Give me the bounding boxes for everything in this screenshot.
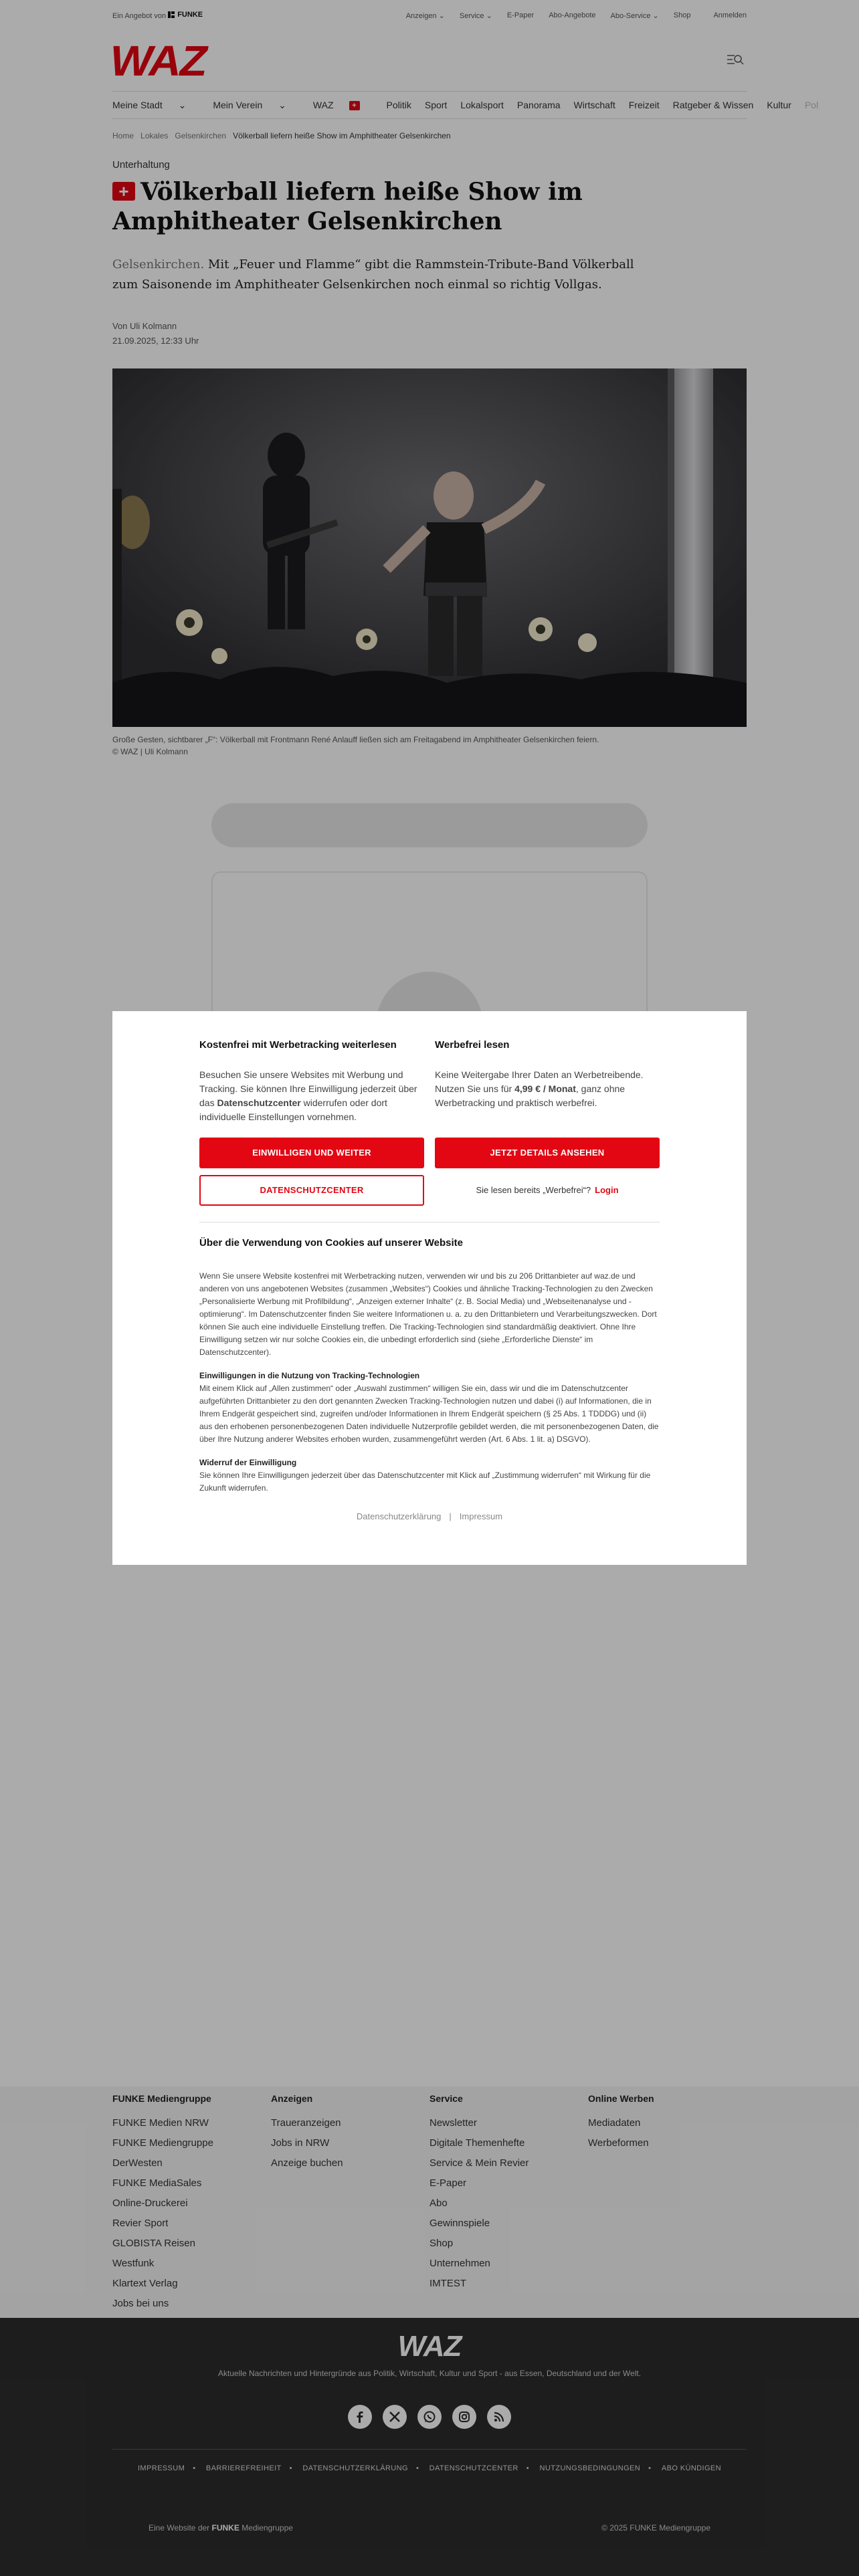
footer-link[interactable]: Online-Druckerei [112,2197,188,2209]
legal-bullet: • [415,2464,419,2472]
nav-politik[interactable]: Politik [386,100,411,110]
legal-link-datenschutzcenter[interactable]: DATENSCHUTZCENTER [429,2464,518,2472]
breadcrumb-lokales[interactable]: Lokales [140,131,169,140]
revoke-title: Widerruf der Einwilligung [199,1458,297,1467]
consent-adfree-title: Werbefrei lesen [435,1039,510,1051]
teaser-text: Mit „Feuer und Flamme“ gibt die Rammstein-Tribute-Band Völkerball zum Saisonende im Amphitheater Gelsenkirchen noch einmal so richtig Vollgas. [112,257,634,292]
footer-link[interactable]: Revier Sport [112,2218,169,2229]
breadcrumb-gelsenkirchen[interactable]: Gelsenkirchen [175,131,227,140]
top-link-abo-angebote[interactable]: Abo-Angebote [549,11,596,19]
author[interactable]: Von Uli Kolmann [112,321,177,331]
consent-footer [199,1509,660,1523]
revoke-text: Sie können Ihre Einwilligungen jederzeit über das Datenschutzcenter mit Klick auf „Zustimmung widerrufen“ mit Wirkung für die Zukunft widerrufen. [199,1471,651,1493]
footer-link[interactable]: Shop [430,2238,454,2249]
footer-col-title: FUNKE Mediengruppe [112,2093,211,2104]
nav-my-club[interactable]: Mein Verein ⌄ [213,99,286,110]
nav-freizeit[interactable]: Freizeit [628,100,660,110]
nav-wirtschaft[interactable]: Wirtschaft [573,100,615,110]
plus-badge-icon: + [349,101,360,110]
article-kicker: Unterhaltung [112,159,170,171]
footer-link[interactable]: Newsletter [430,2117,477,2129]
imprint-link[interactable]: Impressum [459,1511,503,1521]
footer-col-title: Service [430,2093,463,2104]
details-button[interactable]: JETZT DETAILS ANSEHEN [435,1138,660,1168]
caption-text: Große Gesten, sichtbarer „F“: Völkerball mit Frontmann René Anlauff ließen sich am Freitagabend im Amphitheater Gelsenkirchen feiern. [112,735,599,744]
privacy-policy-link[interactable]: Datenschutzerklärung [356,1511,442,1521]
already-reader-text: Sie lesen bereits „Werbefrei“? [476,1185,591,1195]
top-link-anzeigen[interactable]: Anzeigen ⌄ [405,11,445,20]
footer-link[interactable]: Service & Mein Revier [430,2157,529,2169]
footer-link[interactable]: Jobs bei uns [112,2298,169,2309]
legal-link-impressum[interactable]: IMPRESSUM [137,2464,185,2472]
accept-button[interactable]: EINWILLIGEN UND WEITER [199,1138,424,1168]
footer-link[interactable]: Westfunk [112,2258,155,2269]
footer-link[interactable]: E-Paper [430,2177,467,2189]
adfree-price: 4,99 € / Monat [514,1083,576,1094]
footer-link[interactable]: DerWesten [112,2157,163,2169]
privacy-center-inline-link[interactable]: Datenschutzcenter [217,1097,301,1108]
footer-link[interactable]: Digitale Themenhefte [430,2137,525,2149]
consent-free-text: Besuchen Sie unsere Websites mit Werbung und Tracking. Sie können Ihre Einwilligung jederzeit über das Datenschutzcenter widerrufen oder dort individuelle Einstellungen vornehmen. [199,1069,417,1122]
consent-dialog [112,1011,747,1565]
login-button[interactable]: Login [595,1185,619,1195]
consent-adfree-text: Keine Weitergabe Ihrer Daten an Werbetreibende. Nutzen Sie uns für 4,99 € / Monat, ganz ohne Werbetracking und praktisch werbefrei. [435,1069,644,1108]
footer-link[interactable]: Werbeformen [588,2137,649,2149]
legal-bullet: • [526,2464,530,2472]
nav-kultur[interactable]: Kultur [767,100,791,110]
footer-link[interactable]: Mediadaten [588,2117,641,2129]
privacy-center-button[interactable]: DATENSCHUTZCENTER [199,1175,424,1206]
legal-bullet: • [193,2464,196,2472]
footer-link[interactable]: IMTEST [430,2278,466,2289]
copyright: © 2025 FUNKE Mediengruppe [601,2523,710,2533]
waz-logo[interactable]: WAZ [110,37,206,85]
breadcrumb-current: Völkerball liefern heiße Show im Amphitheater Gelsenkirchen [233,131,451,140]
nav-politik-partial[interactable]: Pol [804,100,819,110]
footer-link[interactable]: FUNKE Medien NRW [112,2117,209,2129]
offer-prefix: Ein Angebot von [112,12,167,20]
login-link[interactable]: Anmelden [713,11,747,19]
top-link-service[interactable]: Service ⌄ [459,11,492,20]
cookies-text: Wenn Sie unsere Website kostenfrei mit Werbetracking nutzen, verwenden wir und bis zu 206 Drittanbieter auf waz.de und anderen von uns angebotenen Websites (zusammen „Websites“) Cookies und ähnliche Tracking-Technologien zu den Zwecken „Personalisierte Werbung mit Profilbildung“, „Anzeigen externer Inhalte“ (z. B. Social Media) und „Webseitenanalyse und -optimierung“. Im Datenschutzcenter finden Sie weitere Informationen u. a. zu den Drittanbietern und Verarbeitungszwecken. Dort können Sie auch eine individuelle Einstellung treffen. Die Tracking-Technologien sind standardmäßig deaktiviert. Ohne Ihre Einwilligung setzen wir nur solche Cookies ein, die unbedingt erforderlich sind (siehe „Erforderliche Dienste“ im Datenschutzcenter). [199,1271,657,1357]
consent-info-text: Mit einem Klick auf „Allen zustimmen“ oder „Auswahl zustimmen“ willigen Sie ein, dass wir und die im Datenschutzcenter aufgeführten Drittanbieter zu den dort genannten Zwecken Tracking-Technologien nutzen und dabei (i) auf Informationen, die in Ihrem Endgerät gespeichert sind, zugreifen und/oder Informationen in Ihrem Endgerät speichern (§ 25 Abs. 1 TDDDG) und (ii) aus den erhobenen personenbezogenen Daten individuelle Nutzerprofile gebildet werden, die mit personenbezogenen Daten, die über Ihre Nutzung anderer Websites erhoben wurden, zusammengeführt werden (Art. 6 Abs. 1 lit. a) DSGVO). [199,1384,659,1444]
consent-footer-divider: | [449,1511,452,1521]
legal-bullet: • [289,2464,292,2472]
footer-link[interactable]: Abo [430,2197,448,2209]
breadcrumb-home[interactable]: Home [112,131,134,140]
legal-link-nutzungsbedingungen[interactable]: NUTZUNGSBEDINGUNGEN [539,2464,641,2472]
footer-logo[interactable]: WAZ [397,2330,462,2363]
footer-link[interactable]: Gewinnspiele [430,2218,490,2229]
footer-link[interactable]: Klartext Verlag [112,2278,178,2289]
consent-free-column [199,1038,424,1206]
footer-link[interactable]: Jobs in NRW [271,2137,330,2149]
consent-info-title: Einwilligungen in die Nutzung von Tracking-Technologien [199,1371,420,1380]
publish-date: 21.09.2025, 12:33 Uhr [112,336,199,346]
legal-link-datenschutz[interactable]: DATENSCHUTZERKLÄRUNG [302,2464,408,2472]
consent-free-title: Kostenfrei mit Werbetracking weiterlesen [199,1039,397,1051]
footer-col-title: Online Werben [588,2093,654,2104]
footer-description: Aktuelle Nachrichten und Hintergründe aus Politik, Wirtschaft, Kultur und Sport - aus Essen, Deutschland und der Welt. [217,2369,642,2378]
footer-col-title: Anzeigen [271,2093,313,2104]
adfree-login [435,1175,660,1206]
nav-my-city[interactable]: Meine Stadt ⌄ [112,99,187,110]
footer-link[interactable]: FUNKE MediaSales [112,2177,202,2189]
nav-ratgeber[interactable]: Ratgeber & Wissen [672,100,754,110]
footer-link[interactable]: Unternehmen [430,2258,490,2269]
nav-sport[interactable]: Sport [424,100,448,110]
legal-bullet: • [648,2464,652,2472]
funke-label: FUNKE [177,11,203,19]
revoke-info [199,1457,660,1495]
group-note: Eine Website der FUNKE Mediengruppe [149,2523,293,2533]
top-link-shop[interactable]: Shop [673,11,691,19]
nav-waz-plus[interactable]: WAZ + [313,100,373,110]
consent-info [199,1370,660,1446]
top-link-epaper[interactable]: E-Paper [506,11,535,19]
teaser-location: Gelsenkirchen. [112,257,205,272]
top-link-abo-service[interactable]: Abo-Service ⌄ [610,11,659,20]
footer-link[interactable]: GLOBISTA Reisen [112,2238,195,2249]
cookies-title: Über die Verwendung von Cookies auf unserer Website [199,1237,463,1249]
nav-panorama[interactable]: Panorama [516,100,561,110]
footer-link[interactable]: Traueranzeigen [271,2117,341,2129]
footer-link[interactable]: FUNKE Mediengruppe [112,2137,213,2149]
headline-text: Völkerball liefern heiße Show im Amphitheater Gelsenkirchen [112,178,583,235]
consent-adfree-column [435,1038,660,1206]
legal-link-abo-kuendigen[interactable]: ABO KÜNDIGEN [661,2464,722,2472]
legal-link-barrierefreiheit[interactable]: BARRIEREFREIHEIT [205,2464,282,2472]
photo-credit: © WAZ | Uli Kolmann [112,747,188,756]
footer-link[interactable]: Anzeige buchen [271,2157,343,2169]
plus-article-icon: + [112,182,135,201]
nav-lokalsport[interactable]: Lokalsport [460,100,504,110]
